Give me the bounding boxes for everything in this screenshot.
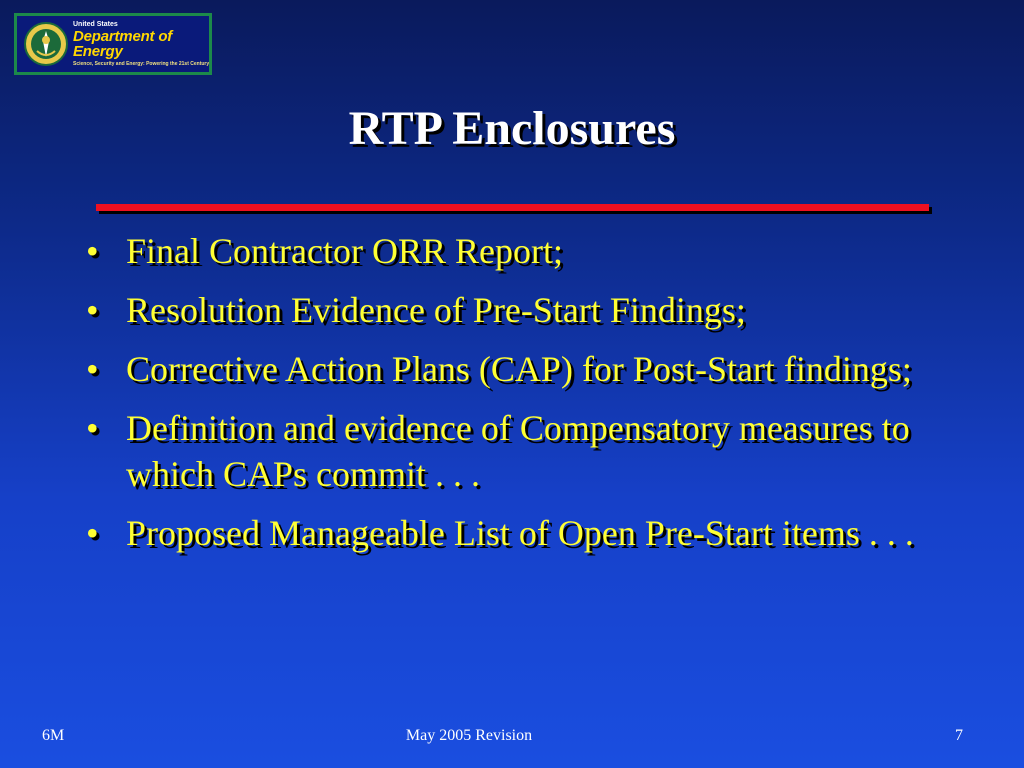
bullet-item bbox=[86, 510, 946, 556]
bullet-icon: • bbox=[86, 513, 99, 553]
bullet-item bbox=[86, 287, 946, 333]
bullet-item bbox=[86, 228, 946, 274]
logo-text bbox=[73, 21, 209, 67]
bullet-text: Final Contractor ORR Report; bbox=[126, 231, 563, 271]
footer-revision: May 2005 Revision bbox=[405, 727, 533, 744]
bullet-icon: • bbox=[86, 290, 99, 330]
footer-section-code: 6M bbox=[42, 727, 65, 744]
doe-logo bbox=[14, 13, 212, 75]
title-divider bbox=[96, 204, 929, 211]
bullet-icon: • bbox=[86, 408, 99, 448]
bullet-icon: • bbox=[86, 231, 99, 271]
bullet-item bbox=[86, 405, 946, 497]
bullet-list bbox=[86, 228, 946, 569]
bullet-text: Resolution Evidence of Pre-Start Findings; bbox=[126, 290, 746, 330]
logo-agency-name: Department of Energy bbox=[73, 28, 173, 60]
logo-country: United States bbox=[73, 21, 118, 28]
bullet-icon: • bbox=[86, 349, 99, 389]
bullet-text: Corrective Action Plans (CAP) for Post-Start findings; bbox=[126, 349, 912, 389]
footer-page-number: 7 bbox=[955, 727, 963, 744]
slide-title: RTP Enclosures bbox=[348, 102, 676, 155]
bullet-text: Definition and evidence of Compensatory measures to which CAPs commit . . . bbox=[126, 408, 910, 494]
bullet-text: Proposed Manageable List of Open Pre-Start items . . . bbox=[126, 513, 914, 553]
logo-tagline: Science, Security and Energy: Powering the 21st Century bbox=[73, 61, 210, 67]
doe-seal-icon bbox=[23, 21, 69, 67]
bullet-item bbox=[86, 346, 946, 392]
